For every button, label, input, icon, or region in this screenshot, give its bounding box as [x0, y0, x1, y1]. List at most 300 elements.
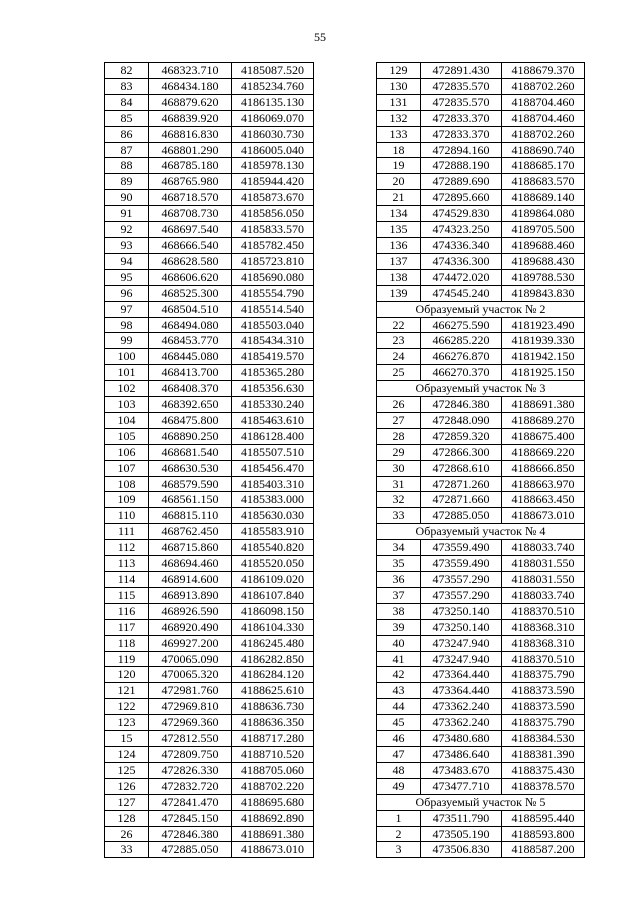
y-coordinate-cell: 4188704.460 [502, 110, 585, 126]
point-number-cell: 19 [377, 158, 421, 174]
point-number-cell: 48 [377, 762, 421, 778]
y-coordinate-cell: 4185782.450 [232, 237, 314, 253]
y-coordinate-cell: 4188690.740 [502, 142, 585, 158]
y-coordinate-cell: 4185540.820 [232, 540, 314, 556]
x-coordinate-cell: 472809.750 [149, 746, 232, 762]
point-number-cell: 27 [377, 412, 421, 428]
x-coordinate-cell: 468579.590 [149, 476, 232, 492]
x-coordinate-cell: 472969.810 [149, 699, 232, 715]
y-coordinate-cell: 4188695.680 [232, 794, 314, 810]
x-coordinate-cell: 468913.890 [149, 587, 232, 603]
x-coordinate-cell: 473364.440 [421, 683, 502, 699]
point-number-cell: 111 [105, 524, 149, 540]
y-coordinate-cell: 4188683.570 [502, 174, 585, 190]
point-number-cell: 34 [377, 540, 421, 556]
x-coordinate-cell: 472894.160 [421, 142, 502, 158]
x-coordinate-cell: 473511.790 [421, 810, 502, 826]
y-coordinate-cell: 4188593.800 [502, 826, 585, 842]
y-coordinate-cell: 4188373.590 [502, 699, 585, 715]
point-number-cell: 25 [377, 365, 421, 381]
table-row [377, 619, 585, 635]
x-coordinate-cell: 473247.940 [421, 635, 502, 651]
y-coordinate-cell: 4188663.450 [502, 492, 585, 508]
table-row [377, 349, 585, 365]
section-header-row [377, 794, 585, 810]
table-row [105, 699, 314, 715]
point-number-cell: 121 [105, 683, 149, 699]
point-number-cell: 3 [377, 842, 421, 858]
x-coordinate-cell: 469927.200 [149, 635, 232, 651]
x-coordinate-cell: 468408.370 [149, 381, 232, 397]
x-coordinate-cell: 473364.440 [421, 667, 502, 683]
table-row [105, 683, 314, 699]
x-coordinate-cell: 473250.140 [421, 619, 502, 635]
x-coordinate-cell: 468413.700 [149, 365, 232, 381]
table-row [105, 142, 314, 158]
x-coordinate-cell: 474336.340 [421, 237, 502, 253]
point-number-cell: 102 [105, 381, 149, 397]
x-coordinate-cell: 472846.380 [149, 826, 232, 842]
y-coordinate-cell: 4181925.150 [502, 365, 585, 381]
y-coordinate-cell: 4185944.420 [232, 174, 314, 190]
point-number-cell: 23 [377, 333, 421, 349]
point-number-cell: 21 [377, 190, 421, 206]
y-coordinate-cell: 4186284.120 [232, 667, 314, 683]
x-coordinate-cell: 470065.320 [149, 667, 232, 683]
point-number-cell: 94 [105, 253, 149, 269]
x-coordinate-cell: 472891.430 [421, 63, 502, 79]
x-coordinate-cell: 474529.830 [421, 206, 502, 222]
page-number: 55 [314, 30, 326, 44]
y-coordinate-cell: 4185234.760 [232, 78, 314, 94]
point-number-cell: 20 [377, 174, 421, 190]
point-number-cell: 36 [377, 572, 421, 588]
y-coordinate-cell: 4186030.730 [232, 126, 314, 142]
point-number-cell: 122 [105, 699, 149, 715]
x-coordinate-cell: 472895.660 [421, 190, 502, 206]
y-coordinate-cell: 4185365.280 [232, 365, 314, 381]
point-number-cell: 120 [105, 667, 149, 683]
x-coordinate-cell: 468392.650 [149, 397, 232, 413]
y-coordinate-cell: 4185554.790 [232, 285, 314, 301]
y-coordinate-cell: 4185690.080 [232, 269, 314, 285]
y-coordinate-cell: 4188636.730 [232, 699, 314, 715]
table-row [105, 110, 314, 126]
y-coordinate-cell: 4188669.220 [502, 444, 585, 460]
point-number-cell: 92 [105, 222, 149, 238]
table-row [377, 78, 585, 94]
point-number-cell: 105 [105, 428, 149, 444]
point-number-cell: 41 [377, 651, 421, 667]
point-number-cell: 89 [105, 174, 149, 190]
y-coordinate-cell: 4186282.850 [232, 651, 314, 667]
x-coordinate-cell: 473557.290 [421, 572, 502, 588]
point-number-cell: 18 [377, 142, 421, 158]
point-number-cell: 129 [377, 63, 421, 79]
y-coordinate-cell: 4188384.530 [502, 731, 585, 747]
y-coordinate-cell: 4185520.050 [232, 556, 314, 572]
point-number-cell: 47 [377, 746, 421, 762]
x-coordinate-cell: 468718.570 [149, 190, 232, 206]
section-title: Образуемый участок № 5 [377, 794, 585, 810]
y-coordinate-cell: 4188587.200 [502, 842, 585, 858]
x-coordinate-cell: 468628.580 [149, 253, 232, 269]
table-row [377, 222, 585, 238]
y-coordinate-cell: 4189788.530 [502, 269, 585, 285]
table-row [105, 269, 314, 285]
y-coordinate-cell: 4188717.280 [232, 731, 314, 747]
table-row [377, 635, 585, 651]
point-number-cell: 83 [105, 78, 149, 94]
table-row [105, 540, 314, 556]
x-coordinate-cell: 468434.180 [149, 78, 232, 94]
x-coordinate-cell: 472833.370 [421, 110, 502, 126]
table-row [105, 746, 314, 762]
point-number-cell: 119 [105, 651, 149, 667]
x-coordinate-cell: 468926.590 [149, 603, 232, 619]
y-coordinate-cell: 4188370.510 [502, 603, 585, 619]
section-header-row [377, 381, 585, 397]
x-coordinate-cell: 468914.600 [149, 572, 232, 588]
y-coordinate-cell: 4185507.510 [232, 444, 314, 460]
point-number-cell: 24 [377, 349, 421, 365]
point-number-cell: 106 [105, 444, 149, 460]
x-coordinate-cell: 472871.660 [421, 492, 502, 508]
y-coordinate-cell: 4185873.670 [232, 190, 314, 206]
y-coordinate-cell: 4185723.810 [232, 253, 314, 269]
point-number-cell: 30 [377, 460, 421, 476]
x-coordinate-cell: 472846.380 [421, 397, 502, 413]
table-row [105, 556, 314, 572]
point-number-cell: 28 [377, 428, 421, 444]
x-coordinate-cell: 466270.370 [421, 365, 502, 381]
y-coordinate-cell: 4189688.430 [502, 253, 585, 269]
y-coordinate-cell: 4185383.000 [232, 492, 314, 508]
table-row [105, 365, 314, 381]
x-coordinate-cell: 468890.250 [149, 428, 232, 444]
y-coordinate-cell: 4181923.490 [502, 317, 585, 333]
point-number-cell: 84 [105, 94, 149, 110]
point-number-cell: 133 [377, 126, 421, 142]
y-coordinate-cell: 4188381.390 [502, 746, 585, 762]
y-coordinate-cell: 4188691.380 [232, 826, 314, 842]
point-number-cell: 88 [105, 158, 149, 174]
x-coordinate-cell: 472841.470 [149, 794, 232, 810]
y-coordinate-cell: 4188704.460 [502, 94, 585, 110]
y-coordinate-cell: 4185503.040 [232, 317, 314, 333]
table-row [105, 158, 314, 174]
x-coordinate-cell: 473247.940 [421, 651, 502, 667]
y-coordinate-cell: 4181939.330 [502, 333, 585, 349]
point-number-cell: 112 [105, 540, 149, 556]
table-row [377, 746, 585, 762]
table-row [377, 651, 585, 667]
table-row [377, 460, 585, 476]
x-coordinate-cell: 468606.620 [149, 269, 232, 285]
table-row [377, 190, 585, 206]
table-row [105, 635, 314, 651]
y-coordinate-cell: 4185583.910 [232, 524, 314, 540]
point-number-cell: 137 [377, 253, 421, 269]
table-row [377, 731, 585, 747]
y-coordinate-cell: 4189843.830 [502, 285, 585, 301]
x-coordinate-cell: 468879.620 [149, 94, 232, 110]
x-coordinate-cell: 468445.080 [149, 349, 232, 365]
x-coordinate-cell: 473483.670 [421, 762, 502, 778]
x-coordinate-cell: 468630.530 [149, 460, 232, 476]
x-coordinate-cell: 473477.710 [421, 778, 502, 794]
point-number-cell: 109 [105, 492, 149, 508]
x-coordinate-cell: 466275.590 [421, 317, 502, 333]
y-coordinate-cell: 4185978.130 [232, 158, 314, 174]
table-row [377, 778, 585, 794]
point-number-cell: 43 [377, 683, 421, 699]
y-coordinate-cell: 4188663.970 [502, 476, 585, 492]
y-coordinate-cell: 4188368.310 [502, 635, 585, 651]
y-coordinate-cell: 4188689.270 [502, 412, 585, 428]
x-coordinate-cell: 466276.870 [421, 349, 502, 365]
point-number-cell: 104 [105, 412, 149, 428]
point-number-cell: 26 [377, 397, 421, 413]
table-row [105, 715, 314, 731]
x-coordinate-cell: 468839.920 [149, 110, 232, 126]
y-coordinate-cell: 4186104.330 [232, 619, 314, 635]
section-header-row [377, 301, 585, 317]
point-number-cell: 45 [377, 715, 421, 731]
point-number-cell: 128 [105, 810, 149, 826]
y-coordinate-cell: 4188705.060 [232, 762, 314, 778]
y-coordinate-cell: 4188370.510 [502, 651, 585, 667]
x-coordinate-cell: 473559.490 [421, 540, 502, 556]
x-coordinate-cell: 466285.220 [421, 333, 502, 349]
table-row [105, 126, 314, 142]
point-number-cell: 118 [105, 635, 149, 651]
point-number-cell: 46 [377, 731, 421, 747]
point-number-cell: 42 [377, 667, 421, 683]
table-row [377, 540, 585, 556]
point-number-cell: 85 [105, 110, 149, 126]
x-coordinate-cell: 468504.510 [149, 301, 232, 317]
x-coordinate-cell: 468816.830 [149, 126, 232, 142]
table-row [105, 78, 314, 94]
x-coordinate-cell: 468801.290 [149, 142, 232, 158]
table-row [377, 508, 585, 524]
point-number-cell: 123 [105, 715, 149, 731]
point-number-cell: 33 [105, 842, 149, 858]
table-row [377, 174, 585, 190]
table-row [105, 476, 314, 492]
table-row [105, 63, 314, 79]
point-number-cell: 40 [377, 635, 421, 651]
y-coordinate-cell: 4185330.240 [232, 397, 314, 413]
table-row [105, 412, 314, 428]
table-row [105, 206, 314, 222]
x-coordinate-cell: 473362.240 [421, 699, 502, 715]
x-coordinate-cell: 468694.460 [149, 556, 232, 572]
table-row [377, 810, 585, 826]
table-row [377, 683, 585, 699]
point-number-cell: 98 [105, 317, 149, 333]
point-number-cell: 124 [105, 746, 149, 762]
x-coordinate-cell: 472885.050 [421, 508, 502, 524]
y-coordinate-cell: 4188378.570 [502, 778, 585, 794]
point-number-cell: 99 [105, 333, 149, 349]
table-row [377, 587, 585, 603]
point-number-cell: 15 [105, 731, 149, 747]
point-number-cell: 135 [377, 222, 421, 238]
point-number-cell: 2 [377, 826, 421, 842]
point-number-cell: 139 [377, 285, 421, 301]
y-coordinate-cell: 4188375.790 [502, 667, 585, 683]
table-row [105, 349, 314, 365]
y-coordinate-cell: 4188368.310 [502, 619, 585, 635]
x-coordinate-cell: 468762.450 [149, 524, 232, 540]
point-number-cell: 131 [377, 94, 421, 110]
y-coordinate-cell: 4188675.400 [502, 428, 585, 444]
point-number-cell: 125 [105, 762, 149, 778]
x-coordinate-cell: 468708.730 [149, 206, 232, 222]
y-coordinate-cell: 4188666.850 [502, 460, 585, 476]
table-row [377, 476, 585, 492]
x-coordinate-cell: 473250.140 [421, 603, 502, 619]
point-number-cell: 117 [105, 619, 149, 635]
point-number-cell: 35 [377, 556, 421, 572]
x-coordinate-cell: 470065.090 [149, 651, 232, 667]
coordinates-table-right [376, 62, 585, 858]
x-coordinate-cell: 473557.290 [421, 587, 502, 603]
table-row [105, 444, 314, 460]
y-coordinate-cell: 4185856.050 [232, 206, 314, 222]
point-number-cell: 38 [377, 603, 421, 619]
point-number-cell: 39 [377, 619, 421, 635]
point-number-cell: 127 [105, 794, 149, 810]
y-coordinate-cell: 4185456.470 [232, 460, 314, 476]
table-row [105, 301, 314, 317]
point-number-cell: 95 [105, 269, 149, 285]
x-coordinate-cell: 474323.250 [421, 222, 502, 238]
y-coordinate-cell: 4188031.550 [502, 556, 585, 572]
y-coordinate-cell: 4186069.070 [232, 110, 314, 126]
table-row [105, 524, 314, 540]
table-row [105, 619, 314, 635]
table-row [377, 603, 585, 619]
table-row [377, 699, 585, 715]
y-coordinate-cell: 4186109.020 [232, 572, 314, 588]
point-number-cell: 49 [377, 778, 421, 794]
table-row [377, 206, 585, 222]
y-coordinate-cell: 4185514.540 [232, 301, 314, 317]
x-coordinate-cell: 472835.570 [421, 94, 502, 110]
section-title: Образуемый участок № 2 [377, 301, 585, 317]
table-row [377, 715, 585, 731]
table-row [105, 190, 314, 206]
table-row [105, 94, 314, 110]
y-coordinate-cell: 4185434.310 [232, 333, 314, 349]
table-row [105, 174, 314, 190]
point-number-cell: 107 [105, 460, 149, 476]
point-number-cell: 86 [105, 126, 149, 142]
x-coordinate-cell: 472826.330 [149, 762, 232, 778]
y-coordinate-cell: 4188375.790 [502, 715, 585, 731]
point-number-cell: 132 [377, 110, 421, 126]
x-coordinate-cell: 472859.320 [421, 428, 502, 444]
point-number-cell: 96 [105, 285, 149, 301]
point-number-cell: 110 [105, 508, 149, 524]
table-row [377, 158, 585, 174]
y-coordinate-cell: 4186005.040 [232, 142, 314, 158]
x-coordinate-cell: 468697.540 [149, 222, 232, 238]
table-row [105, 381, 314, 397]
table-row [377, 110, 585, 126]
x-coordinate-cell: 473506.830 [421, 842, 502, 858]
point-number-cell: 130 [377, 78, 421, 94]
x-coordinate-cell: 468765.980 [149, 174, 232, 190]
y-coordinate-cell: 4188689.140 [502, 190, 585, 206]
y-coordinate-cell: 4188373.590 [502, 683, 585, 699]
y-coordinate-cell: 4188702.260 [502, 78, 585, 94]
y-coordinate-cell: 4188673.010 [502, 508, 585, 524]
point-number-cell: 33 [377, 508, 421, 524]
y-coordinate-cell: 4185630.030 [232, 508, 314, 524]
x-coordinate-cell: 472832.720 [149, 778, 232, 794]
x-coordinate-cell: 468453.770 [149, 333, 232, 349]
point-number-cell: 116 [105, 603, 149, 619]
x-coordinate-cell: 472866.300 [421, 444, 502, 460]
table-row [377, 667, 585, 683]
section-header-row [377, 524, 585, 540]
table-row [105, 508, 314, 524]
x-coordinate-cell: 472845.150 [149, 810, 232, 826]
table-row [377, 94, 585, 110]
x-coordinate-cell: 473480.680 [421, 731, 502, 747]
table-row [377, 253, 585, 269]
x-coordinate-cell: 473486.640 [421, 746, 502, 762]
table-row [105, 762, 314, 778]
x-coordinate-cell: 472835.570 [421, 78, 502, 94]
point-number-cell: 32 [377, 492, 421, 508]
point-number-cell: 29 [377, 444, 421, 460]
y-coordinate-cell: 4186107.840 [232, 587, 314, 603]
x-coordinate-cell: 472848.090 [421, 412, 502, 428]
y-coordinate-cell: 4188692.890 [232, 810, 314, 826]
table-row [105, 222, 314, 238]
table-row [105, 428, 314, 444]
table-row [377, 365, 585, 381]
x-coordinate-cell: 472812.550 [149, 731, 232, 747]
y-coordinate-cell: 4188691.380 [502, 397, 585, 413]
point-number-cell: 113 [105, 556, 149, 572]
y-coordinate-cell: 4189864.080 [502, 206, 585, 222]
section-title: Образуемый участок № 4 [377, 524, 585, 540]
table-row [105, 333, 314, 349]
y-coordinate-cell: 4188710.520 [232, 746, 314, 762]
x-coordinate-cell: 472888.190 [421, 158, 502, 174]
point-number-cell: 134 [377, 206, 421, 222]
table-row [105, 460, 314, 476]
table-row [105, 572, 314, 588]
x-coordinate-cell: 468561.150 [149, 492, 232, 508]
y-coordinate-cell: 4188702.260 [502, 126, 585, 142]
x-coordinate-cell: 474545.240 [421, 285, 502, 301]
table-row [377, 428, 585, 444]
point-number-cell: 138 [377, 269, 421, 285]
point-number-cell: 114 [105, 572, 149, 588]
y-coordinate-cell: 4186245.480 [232, 635, 314, 651]
point-number-cell: 87 [105, 142, 149, 158]
x-coordinate-cell: 468494.080 [149, 317, 232, 333]
x-coordinate-cell: 472981.760 [149, 683, 232, 699]
x-coordinate-cell: 468785.180 [149, 158, 232, 174]
